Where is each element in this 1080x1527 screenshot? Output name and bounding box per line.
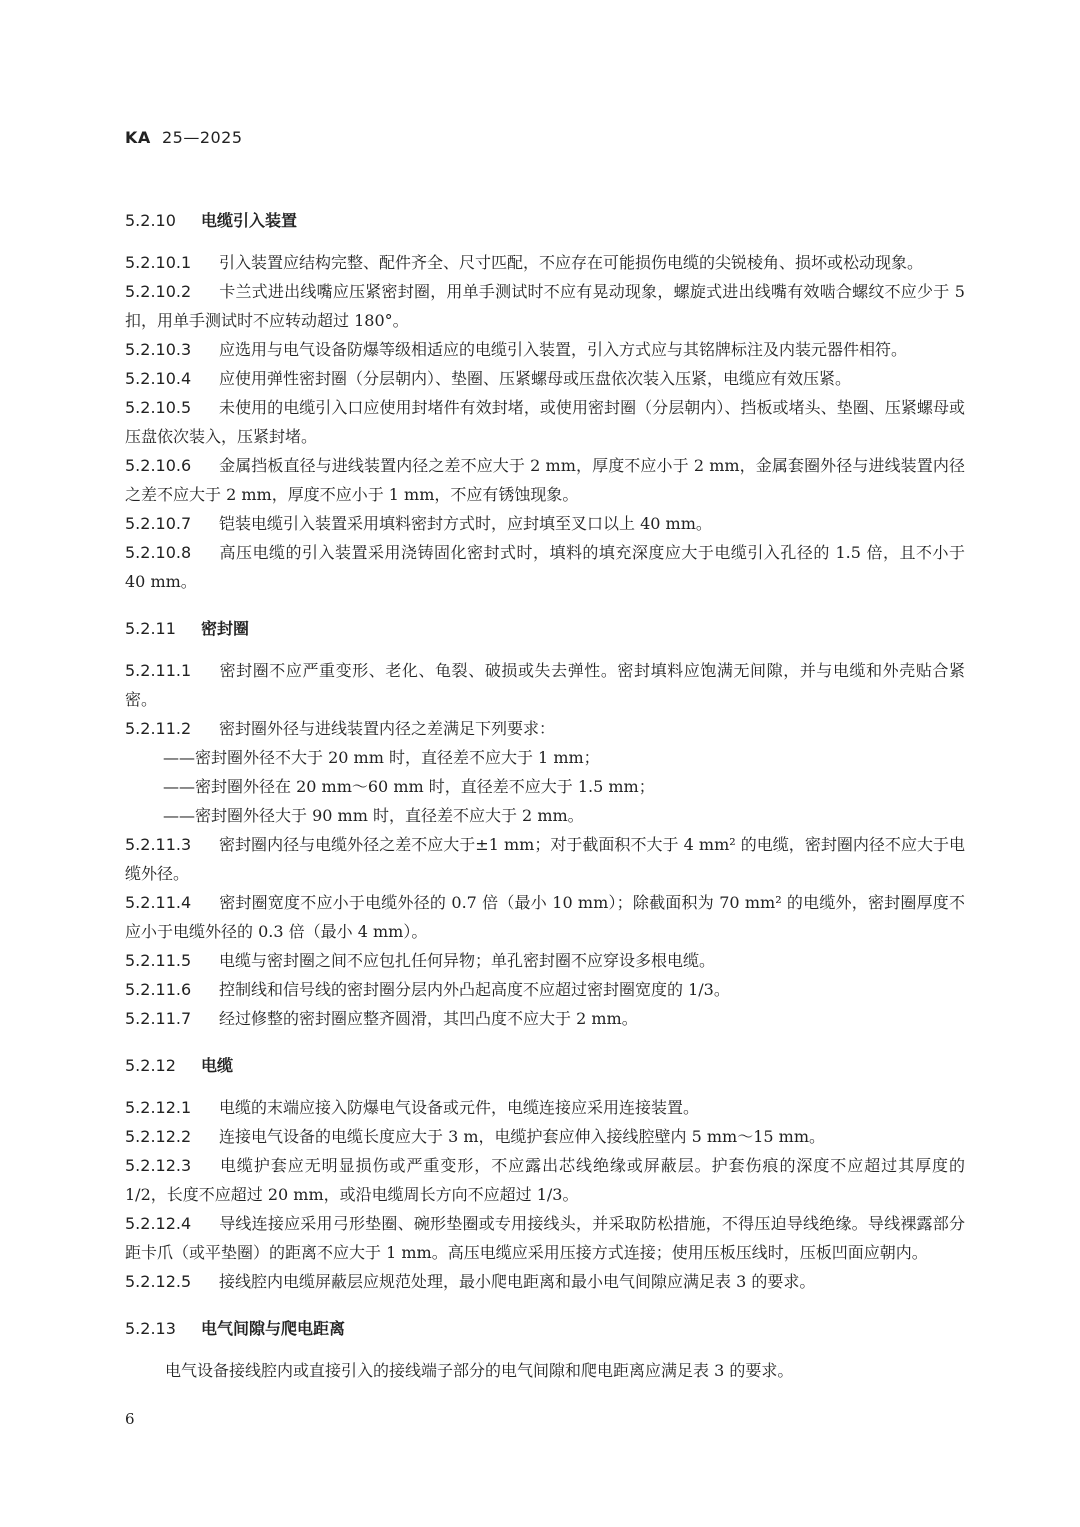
clause-number: 5.2.12.5 bbox=[125, 1272, 192, 1291]
clause-text: 密封圈内径与电缆外径之差不应大于±1 mm；对于截面积不大于 4 mm² 的电缆，密封圈内径不应大于电缆外径。 bbox=[125, 835, 965, 883]
section-title: 电缆 bbox=[201, 1056, 234, 1075]
clause-text: 控制线和信号线的密封圈分层内外凸起高度不应超过密封圈宽度的 1/3。 bbox=[219, 980, 730, 999]
clause-text: 金属挡板直径与进线装置内径之差不应大于 2 mm，厚度不应小于 2 mm，金属套圈外径与进线装置内径之差不应大于 2 mm，厚度不应小于 1 mm，不应有锈蚀现象。 bbox=[125, 456, 965, 504]
clause-number: 5.2.11.4 bbox=[125, 893, 192, 912]
section-number: 5.2.10 bbox=[125, 211, 176, 230]
clause bbox=[125, 1093, 965, 1122]
clause-text: 高压电缆的引入装置采用浇铸固化密封式时，填料的填充深度应大于电缆引入孔径的 1.5 倍，且不小于 40 mm。 bbox=[125, 543, 965, 591]
clause-text: 密封圈宽度不应小于电缆外径的 0.7 倍（最小 10 mm）；除截面积为 70 mm² 的电缆外，密封圈厚度不应小于电缆外径的 0.3 倍（最小 4 mm）。 bbox=[125, 893, 965, 941]
clause-number: 5.2.10.2 bbox=[125, 282, 192, 301]
list-item: ——密封圈外径不大于 20 mm 时，直径差不应大于 1 mm； bbox=[163, 748, 600, 767]
clause-number: 5.2.12.4 bbox=[125, 1214, 192, 1233]
clause-text: 电缆与密封圈之间不应包扎任何异物；单孔密封圈不应穿设多根电缆。 bbox=[219, 951, 716, 970]
clause bbox=[125, 946, 965, 975]
clause bbox=[125, 364, 965, 393]
list-item: ——密封圈外径大于 90 mm 时，直径差不应大于 2 mm。 bbox=[163, 806, 584, 825]
clause bbox=[125, 830, 965, 888]
document-header bbox=[125, 128, 243, 147]
section-title: 电气间隙与爬电距离 bbox=[201, 1319, 346, 1338]
clause bbox=[125, 248, 965, 277]
clause bbox=[125, 1122, 965, 1151]
clause-number: 5.2.11.3 bbox=[125, 835, 192, 854]
clause bbox=[125, 888, 965, 946]
section-number: 5.2.11 bbox=[125, 619, 176, 638]
document-body bbox=[125, 188, 965, 1386]
clause bbox=[125, 538, 965, 596]
clause bbox=[125, 393, 965, 451]
clause-text: 引入装置应结构完整、配件齐全、尺寸匹配，不应存在可能损伤电缆的尖锐棱角、损坏或松动现象。 bbox=[219, 253, 924, 272]
clause-number: 5.2.10.4 bbox=[125, 369, 192, 388]
clause-number: 5.2.10.7 bbox=[125, 514, 192, 533]
page-number: 6 bbox=[125, 1410, 135, 1428]
clause-text: 导线连接应采用弓形垫圈、碗形垫圈或专用接线头，并采取防松措施，不得压迫导线绝缘。导线裸露部分距卡爪（或平垫圈）的距离不应大于 1 mm。高压电缆应采用压接方式连接；使用压板压线时，压板凹面应朝内。 bbox=[125, 1214, 965, 1262]
clause-text: 接线腔内电缆屏蔽层应规范处理，最小爬电距离和最小电气间隙应满足表 3 的要求。 bbox=[219, 1272, 816, 1291]
clause bbox=[125, 1151, 965, 1209]
clause-number: 5.2.11.2 bbox=[125, 719, 192, 738]
section-number: 5.2.12 bbox=[125, 1056, 176, 1075]
clause-text: 电缆的末端应接入防爆电气设备或元件，电缆连接应采用连接装置。 bbox=[219, 1098, 700, 1117]
section-title: 电缆引入装置 bbox=[201, 211, 298, 230]
clause-text: 密封圈不应严重变形、老化、龟裂、破损或失去弹性。密封填料应饱满无间隙，并与电缆和外壳贴合紧密。 bbox=[125, 661, 965, 709]
clause bbox=[125, 975, 965, 1004]
clause bbox=[125, 335, 965, 364]
paragraph: 电气设备接线腔内或直接引入的接线端子部分的电气间隙和爬电距离应满足表 3 的要求。 bbox=[165, 1361, 794, 1380]
clause-text: 应选用与电气设备防爆等级相适应的电缆引入装置，引入方式应与其铭牌标注及内装元器件相符。 bbox=[219, 340, 908, 359]
clause-number: 5.2.10.5 bbox=[125, 398, 192, 417]
clause bbox=[125, 1267, 965, 1296]
clause-number: 5.2.11.7 bbox=[125, 1009, 192, 1028]
clause-number: 5.2.10.1 bbox=[125, 253, 192, 272]
section-title: 密封圈 bbox=[201, 619, 250, 638]
clause-number: 5.2.12.1 bbox=[125, 1098, 192, 1117]
clause bbox=[125, 451, 965, 509]
section-heading bbox=[125, 1314, 965, 1344]
clause bbox=[125, 1209, 965, 1267]
clause-text: 铠装电缆引入装置采用填料密封方式时，应封填至叉口以上 40 mm。 bbox=[219, 514, 712, 533]
clause-number: 5.2.10.8 bbox=[125, 543, 192, 562]
clause bbox=[125, 509, 965, 538]
list-item: ——密封圈外径在 20 mm～60 mm 时，直径差不应大于 1.5 mm； bbox=[163, 777, 655, 796]
clause-text: 应使用弹性密封圈（分层朝内）、垫圈、压紧螺母或压盘依次装入压紧，电缆应有效压紧。 bbox=[219, 369, 852, 388]
clause-number: 5.2.12.2 bbox=[125, 1127, 192, 1146]
clause bbox=[125, 1004, 965, 1033]
clause bbox=[125, 656, 965, 714]
clause-text: 未使用的电缆引入口应使用封堵件有效封堵，或使用密封圈（分层朝内）、挡板或堵头、垫圈、压紧螺母或压盘依次装入，压紧封堵。 bbox=[125, 398, 965, 446]
clause bbox=[125, 714, 965, 743]
clause-number: 5.2.10.3 bbox=[125, 340, 192, 359]
clause-number: 5.2.12.3 bbox=[125, 1156, 192, 1175]
section-number: 5.2.13 bbox=[125, 1319, 176, 1338]
clause-text: 密封圈外径与进线装置内径之差满足下列要求： bbox=[219, 719, 556, 738]
section-heading bbox=[125, 614, 965, 644]
clause-text: 连接电气设备的电缆长度应大于 3 m，电缆护套应伸入接线腔壁内 5 mm～15 mm。 bbox=[219, 1127, 826, 1146]
clause-number: 5.2.10.6 bbox=[125, 456, 192, 475]
doc-number: 25—2025 bbox=[161, 128, 243, 147]
clause-text: 电缆护套应无明显损伤或严重变形，不应露出芯线绝缘或屏蔽层。护套伤痕的深度不应超过其厚度的 1/2，长度不应超过 20 mm，或沿电缆周长方向不应超过 1/3。 bbox=[125, 1156, 965, 1204]
clause-number: 5.2.11.5 bbox=[125, 951, 192, 970]
clause-text: 卡兰式进出线嘴应压紧密封圈，用单手测试时不应有晃动现象，螺旋式进出线嘴有效啮合螺纹不应少于 5 扣，用单手测试时不应转动超过 180°。 bbox=[125, 282, 965, 330]
section-heading bbox=[125, 206, 965, 236]
clause-number: 5.2.11.1 bbox=[125, 661, 192, 680]
doc-prefix: KA bbox=[125, 128, 151, 147]
clause bbox=[125, 277, 965, 335]
clause-text: 经过修整的密封圈应整齐圆滑，其凹凸度不应大于 2 mm。 bbox=[219, 1009, 638, 1028]
clause-number: 5.2.11.6 bbox=[125, 980, 192, 999]
section-heading bbox=[125, 1051, 965, 1081]
